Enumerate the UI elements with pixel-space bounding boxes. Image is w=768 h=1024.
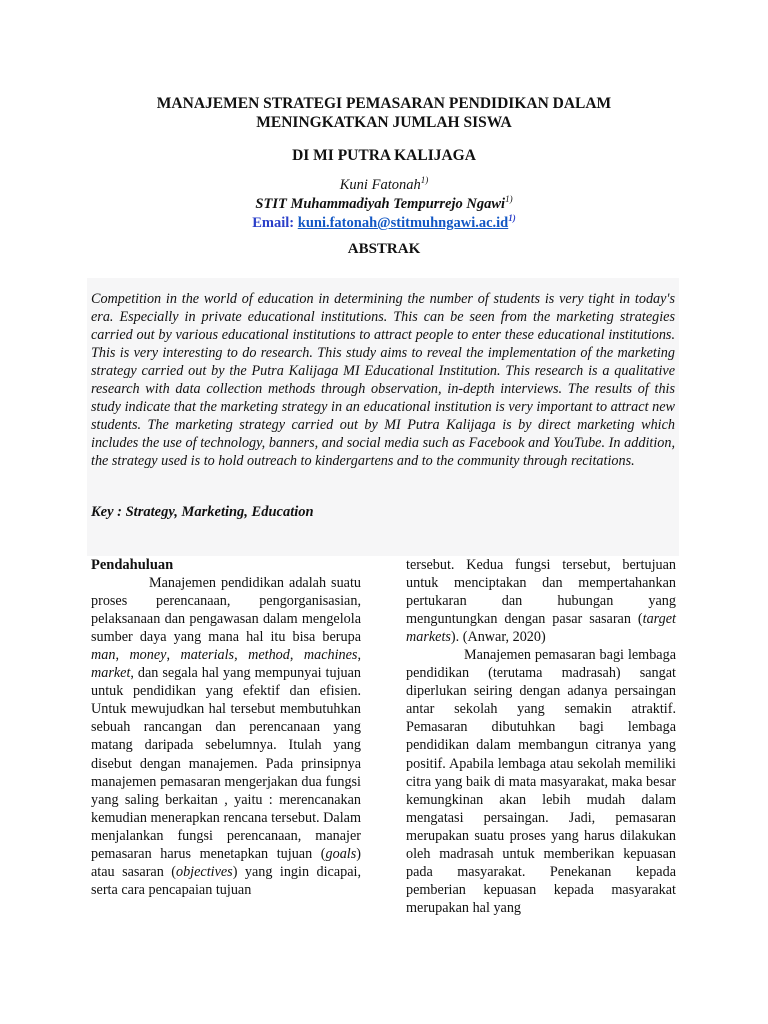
intro-paragraph-2: Manajemen pemasaran bagi lembaga pendidikan (terutama madrasah) sangat diperlukan seiring dengan adanya persaingan antar sekolah yang semakin atraktif. Pemasaran dibutuhkan bagi lembaga pendidikan dalam membangun citranya yang positif. Apabila lembaga atau sekolah memiliki citra yang baik di mata masyarakat, maka besar kemungkinan akan lebih mudah dalam mengatasi persaingan. Jadi, pemasaran merupakan suatu proses yang harus dilakukan oleh madrasah untuk memberikan kepuasan pada masyarakat. Penekanan kepada pemberian kepuasan kepada masyarakat merupakan hal yang <box>406 647 676 916</box>
title-line-1: MANAJEMEN STRATEGI PEMASARAN PENDIDIKAN DALAM <box>156 95 612 112</box>
paper-subtitle: DI MI PUTRA KALIJAGA <box>292 147 476 164</box>
email-label: Email: <box>252 215 295 231</box>
abstract-heading: ABSTRAK <box>347 241 421 257</box>
title-line-2: MENINGKATKAN JUMLAH SISWA <box>256 114 512 131</box>
left-column <box>91 556 361 899</box>
right-column <box>406 556 676 917</box>
email-marker: 1) <box>508 213 516 224</box>
abstract-text: Competition in the world of education in determining the number of students is very tight in today's era. Especially in private educational institutions. This can be seen from the marketing strategies carried out by various educational institutions to attract people to enter these educational institutions. This is very interesting to do research. This study aims to reveal the implementation of the marketing strategy carried out by the Putra Kalijaga MI Educational Institution. This research is a qualitative research with data collection methods through observation, in-depth interviews. The results of this study indicate that the marketing strategy in an educational institution is very important to attract new students. The marketing strategy carried out by MI Putra Kalijaga is by direct marketing which includes the use of technology, banners, and social media such as Facebook and YouTube. In addition, the strategy used is to hold outreach to kindergartens and to the community through recitations. <box>91 291 675 470</box>
keywords: Key : Strategy, Marketing, Education <box>91 504 314 520</box>
email-link[interactable]: kuni.fatonah@stitmuhngawi.ac.id <box>297 215 509 231</box>
author-name: Kuni Fatonah <box>339 177 421 193</box>
paper-title <box>80 94 688 132</box>
author-block <box>80 176 688 233</box>
affiliation-line <box>80 195 688 214</box>
author-affiliation: STIT Muhammadiyah Tempurrejo Ngawi <box>255 196 506 212</box>
author-marker: 1) <box>420 175 429 186</box>
affiliation-marker: 1) <box>505 194 513 205</box>
email-line <box>80 214 688 233</box>
intro-paragraph-1-continued: tersebut. Kedua fungsi tersebut, bertujuan untuk menciptakan dan mempertahankan pertukaran dan hubungan yang menguntungkan dengan pasar sasaran (target markets). (Anwar, 2020) <box>406 557 676 646</box>
intro-paragraph-1: Manajemen pendidikan adalah suatu proses perencanaan, pengorganisasian, pelaksanaan dan pengawasan dalam mengelola sumber daya yang mana hal itu bisa berupa man, money, materials, method, machines, market, dan segala hal yang mempunyai tujuan untuk pendidikan yang efektif dan efisien. Untuk mewujudkan hal tersebut membutuhkan sebuah rancangan dan perencanaan yang matang daripada sebelumnya. Itulah yang disebut dengan manajemen. Pada prinsipnya manajemen pemasaran mengerjakan dua fungsi yang saling berkaitan , yaitu : merencanakan kemudian menerapkan rencana tersebut. Dalam menjalankan fungsi perencanaan, manajer pemasaran harus menetapkan tujuan (goals) atau sasaran (objectives) yang ingin dicapai, serta cara pencapaian tujuan <box>91 575 361 898</box>
author-name-line <box>80 176 688 195</box>
section-heading-pendahuluan: Pendahuluan <box>91 557 174 573</box>
